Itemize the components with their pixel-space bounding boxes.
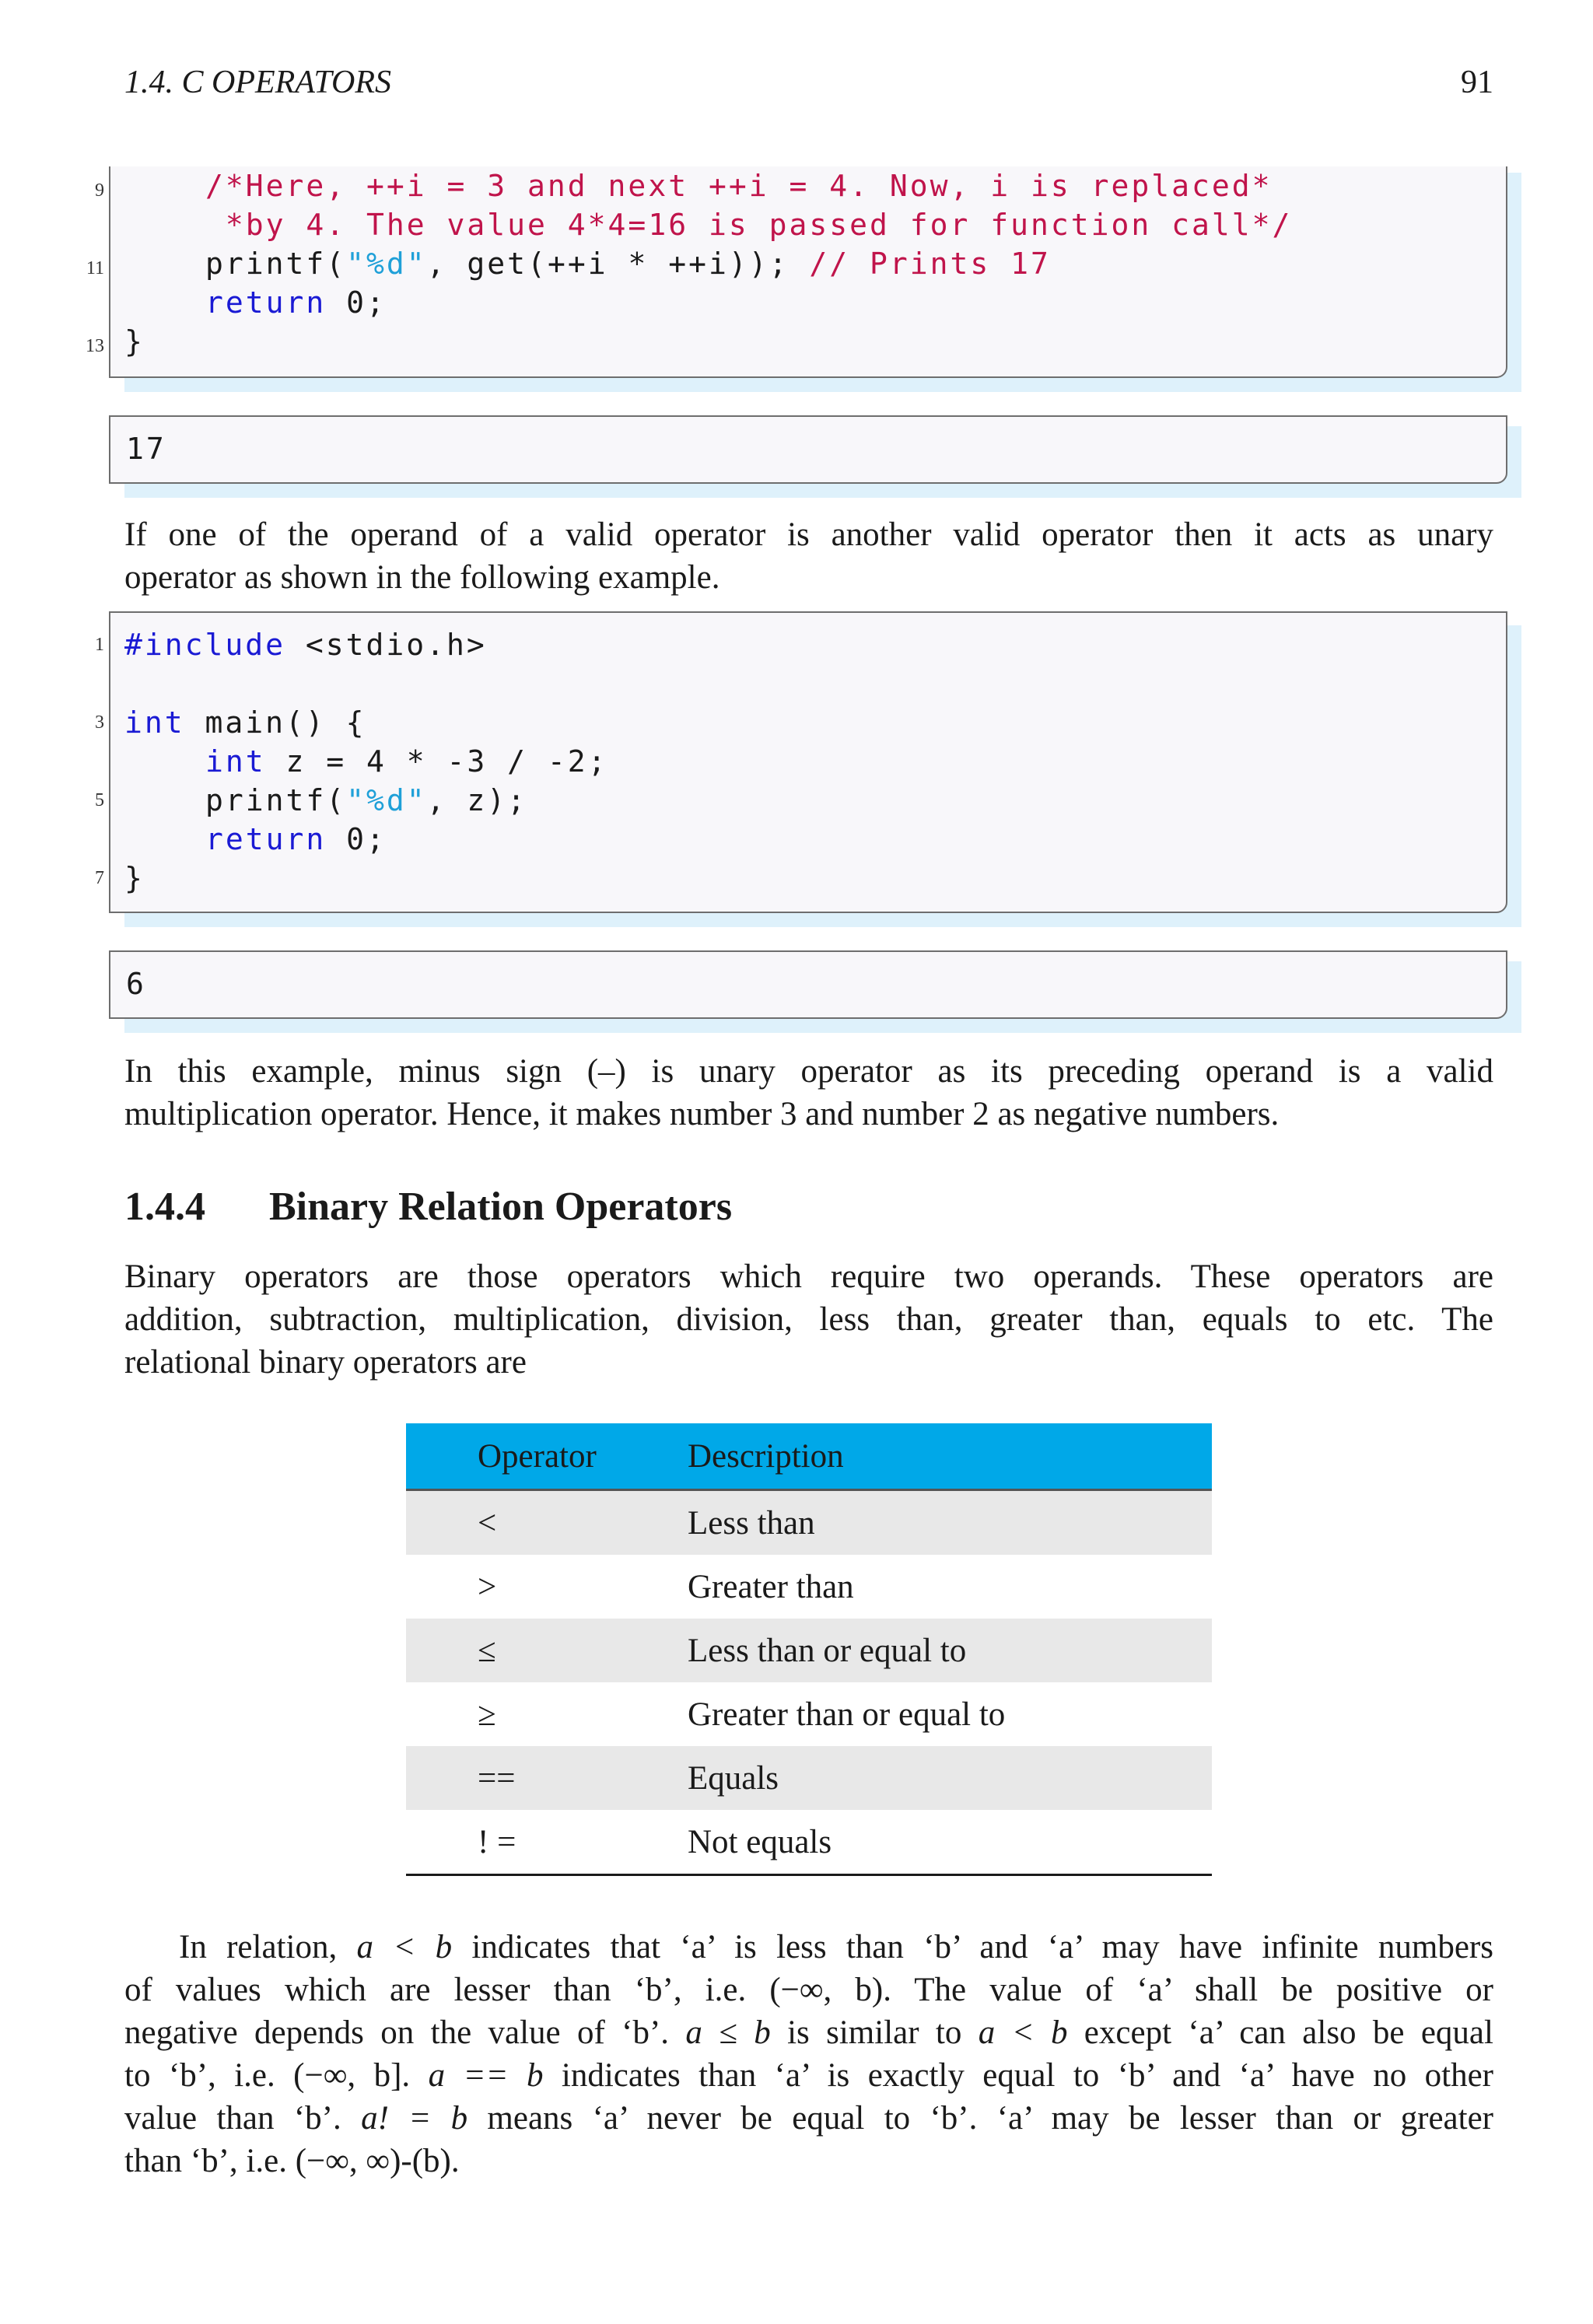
description-cell: Greater than or equal to — [688, 1696, 1006, 1733]
column-header: Operator — [406, 1423, 688, 1490]
math-inline: a < b — [978, 2014, 1068, 2051]
paragraph-1 — [124, 513, 1493, 599]
paragraph-2 — [124, 1050, 1493, 1136]
text-line: In relation, a < b indicates that ‘a’ is less than ‘b’ and ‘a’ may have infinite numbers — [179, 1929, 1493, 1965]
operators-table — [406, 1423, 1212, 1876]
line-number: 3 — [95, 712, 104, 733]
text-line: of values which are lesser than ‘b’, i.e. (−∞, b). The value of ‘a’ shall be positive or — [124, 1972, 1493, 2008]
description-cell: Greater than — [688, 1568, 854, 1605]
column-header: Description — [688, 1423, 1212, 1490]
code-line: #include <stdio.h> — [124, 628, 487, 662]
code-comment: /*Here, ++i = 3 and next ++i = 4. Now, i is replaced* — [205, 169, 1273, 203]
operator-cell: ≥ — [478, 1696, 496, 1733]
code-line: printf("%d", z); — [205, 783, 528, 817]
math-inline: a < b — [356, 1929, 453, 1965]
description-cell: Less than — [688, 1490, 1212, 1556]
text-line: operator as shown in the following example. — [124, 559, 720, 596]
text-line: relational binary operators are — [124, 1344, 527, 1381]
operator-cell: ≤ — [406, 1619, 688, 1682]
line-number: 5 — [95, 790, 104, 810]
code-line — [205, 205, 1292, 244]
table-row — [406, 1555, 1212, 1619]
section-title: Binary Relation Operators — [269, 1185, 733, 1229]
code-keyword: #include — [124, 628, 286, 662]
header-section: 1.4. C OPERATORS — [124, 65, 391, 100]
text-line: multiplication operator. Hence, it makes number 3 and number 2 as negative numbers. — [124, 1096, 1280, 1132]
code-comment: *by 4. The value 4*4=16 is passed for function call*/ — [205, 208, 1293, 242]
operator-cell: < — [406, 1490, 688, 1556]
table-row — [406, 1746, 1212, 1810]
code-line — [205, 166, 1273, 205]
table-row — [406, 1490, 1212, 1556]
text-line: than ‘b’, i.e. (−∞, ∞)-(b). — [124, 2143, 460, 2179]
text-line: negative depends on the value of ‘b’. a ≤ b is similar to a < b except ‘a’ can also be equal — [124, 2014, 1493, 2051]
paragraph-4 — [124, 1926, 1493, 2182]
table-row — [406, 1682, 1212, 1746]
text-line: value than ‘b’. a! = b means ‘a’ never be equal to ‘b’. ‘a’ may be lesser than or greater — [124, 2100, 1493, 2137]
output-text: 6 — [126, 967, 146, 1001]
line-number: 7 — [95, 868, 104, 888]
code-line: int main() { — [124, 705, 366, 740]
text-line: In this example, minus sign (–) is unary operator as its preceding operand is a valid — [124, 1053, 1493, 1090]
code-line: } — [124, 324, 145, 359]
text-line: Binary operators are those operators which require two operands. These operators are — [124, 1258, 1493, 1295]
code-keyword: return — [205, 822, 327, 856]
code-keyword: return — [205, 285, 327, 320]
operator-cell: > — [478, 1568, 497, 1605]
text-line: addition, subtraction, multiplication, division, less than, greater than, equals to etc. The — [124, 1301, 1493, 1338]
code-string: "%d" — [346, 783, 427, 817]
operator-cell: ! = — [478, 1823, 516, 1860]
table-row — [406, 1619, 1212, 1682]
paragraph-3 — [124, 1255, 1493, 1384]
page-number: 91 — [1461, 65, 1493, 100]
text-line: to ‘b’, i.e. (−∞, b]. a == b indicates than ‘a’ is exactly equal to ‘b’ and ‘a’ have no other — [124, 2057, 1493, 2094]
description-cell: Not equals — [688, 1823, 832, 1860]
code-comment: // Prints 17 — [809, 247, 1051, 281]
code-line: int z = 4 * -3 / -2; — [205, 744, 608, 779]
running-header — [124, 64, 1493, 110]
code-line: return 0; — [205, 285, 387, 320]
section-number: 1.4.4 — [124, 1185, 205, 1229]
output-block-2 — [109, 950, 1507, 1019]
math-inline: a == b — [428, 2057, 544, 2094]
description-cell: Equals — [688, 1746, 1212, 1810]
text-line: If one of the operand of a valid operator is another valid operator then it acts as unary — [124, 516, 1493, 553]
line-number: 13 — [86, 336, 104, 356]
line-number: 1 — [95, 635, 104, 655]
code-line: printf("%d", get(++i * ++i)); // Prints 17 — [205, 247, 1051, 281]
output-block-1 — [109, 415, 1507, 484]
operator-cell: == — [406, 1746, 688, 1810]
description-cell: Less than or equal to — [688, 1619, 1212, 1682]
code-line: } — [124, 861, 145, 895]
math-inline: a! = b — [361, 2100, 468, 2137]
output-text: 17 — [126, 432, 166, 466]
code-keyword: int — [124, 705, 185, 740]
line-number: 11 — [86, 258, 104, 278]
table-header-row — [406, 1423, 1212, 1490]
table-row — [406, 1810, 1212, 1875]
math-inline: a ≤ b — [685, 2014, 771, 2051]
code-line: return 0; — [205, 822, 387, 856]
section-heading — [124, 1184, 732, 1230]
line-number: 9 — [95, 180, 104, 201]
code-keyword: int — [205, 744, 266, 779]
code-string: "%d" — [346, 247, 427, 281]
